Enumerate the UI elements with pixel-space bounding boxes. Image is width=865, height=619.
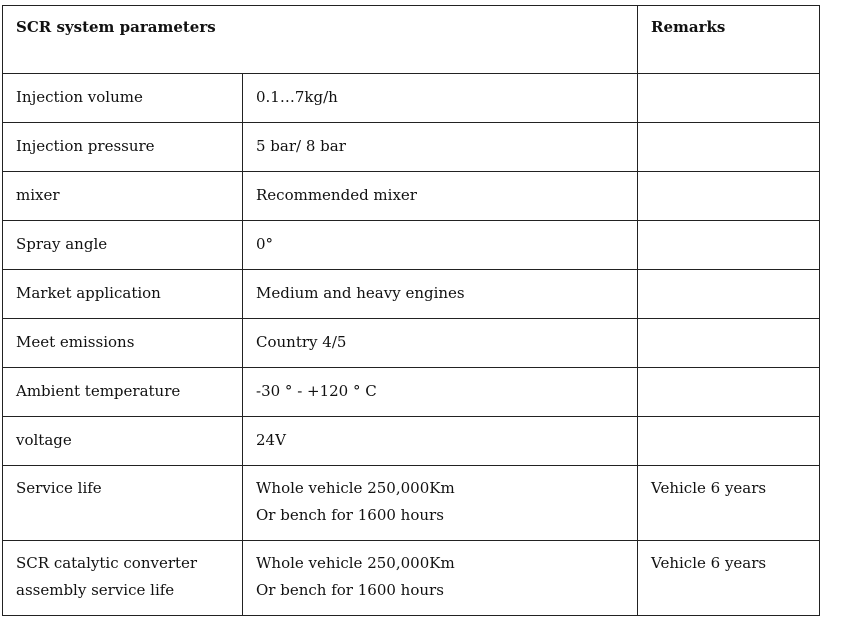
param-remark: Vehicle 6 years [638,466,820,541]
table-row [3,270,820,319]
param-label: Meet emissions [3,319,243,368]
table-row [3,319,820,368]
param-value-line: Or bench for 1600 hours [256,581,444,599]
table-row [3,541,820,616]
param-value: 5 bar/ 8 bar [243,123,638,172]
param-value-line: Whole vehicle 250,000Km [256,479,455,497]
param-label: voltage [3,417,243,466]
parameters-table-container [2,5,820,616]
table-row [3,221,820,270]
param-remark [638,221,820,270]
table-row [3,123,820,172]
param-value [243,541,638,616]
param-label-line: SCR catalytic converter [16,554,198,572]
table-row [3,466,820,541]
param-value: Recommended mixer [243,172,638,221]
param-label: mixer [3,172,243,221]
param-remark [638,123,820,172]
scr-parameters-table [2,5,820,616]
param-value: -30 ° - +120 ° C [243,368,638,417]
param-label: Injection pressure [3,123,243,172]
param-value [243,466,638,541]
param-value: 24V [243,417,638,466]
table-row [3,74,820,123]
param-label: Ambient temperature [3,368,243,417]
param-value-line: Whole vehicle 250,000Km [256,554,455,572]
param-label-line: Service life [16,479,102,497]
param-remark [638,319,820,368]
param-label [3,541,243,616]
param-label: Spray angle [3,221,243,270]
param-remark [638,74,820,123]
param-label: Market application [3,270,243,319]
param-value-line: Or bench for 1600 hours [256,506,444,524]
param-value: Country 4/5 [243,319,638,368]
header-title: SCR system parameters [3,6,638,74]
table-row [3,368,820,417]
param-remark: Vehicle 6 years [638,541,820,616]
param-value: 0.1…7kg/h [243,74,638,123]
table-header-row [3,6,820,74]
param-remark [638,270,820,319]
param-remark [638,172,820,221]
header-remarks: Remarks [638,6,820,74]
param-label-line: assembly service life [16,581,175,599]
param-label [3,466,243,541]
param-value: 0° [243,221,638,270]
param-remark [638,417,820,466]
table-row [3,417,820,466]
param-remark [638,368,820,417]
param-value: Medium and heavy engines [243,270,638,319]
param-label: Injection volume [3,74,243,123]
table-row [3,172,820,221]
